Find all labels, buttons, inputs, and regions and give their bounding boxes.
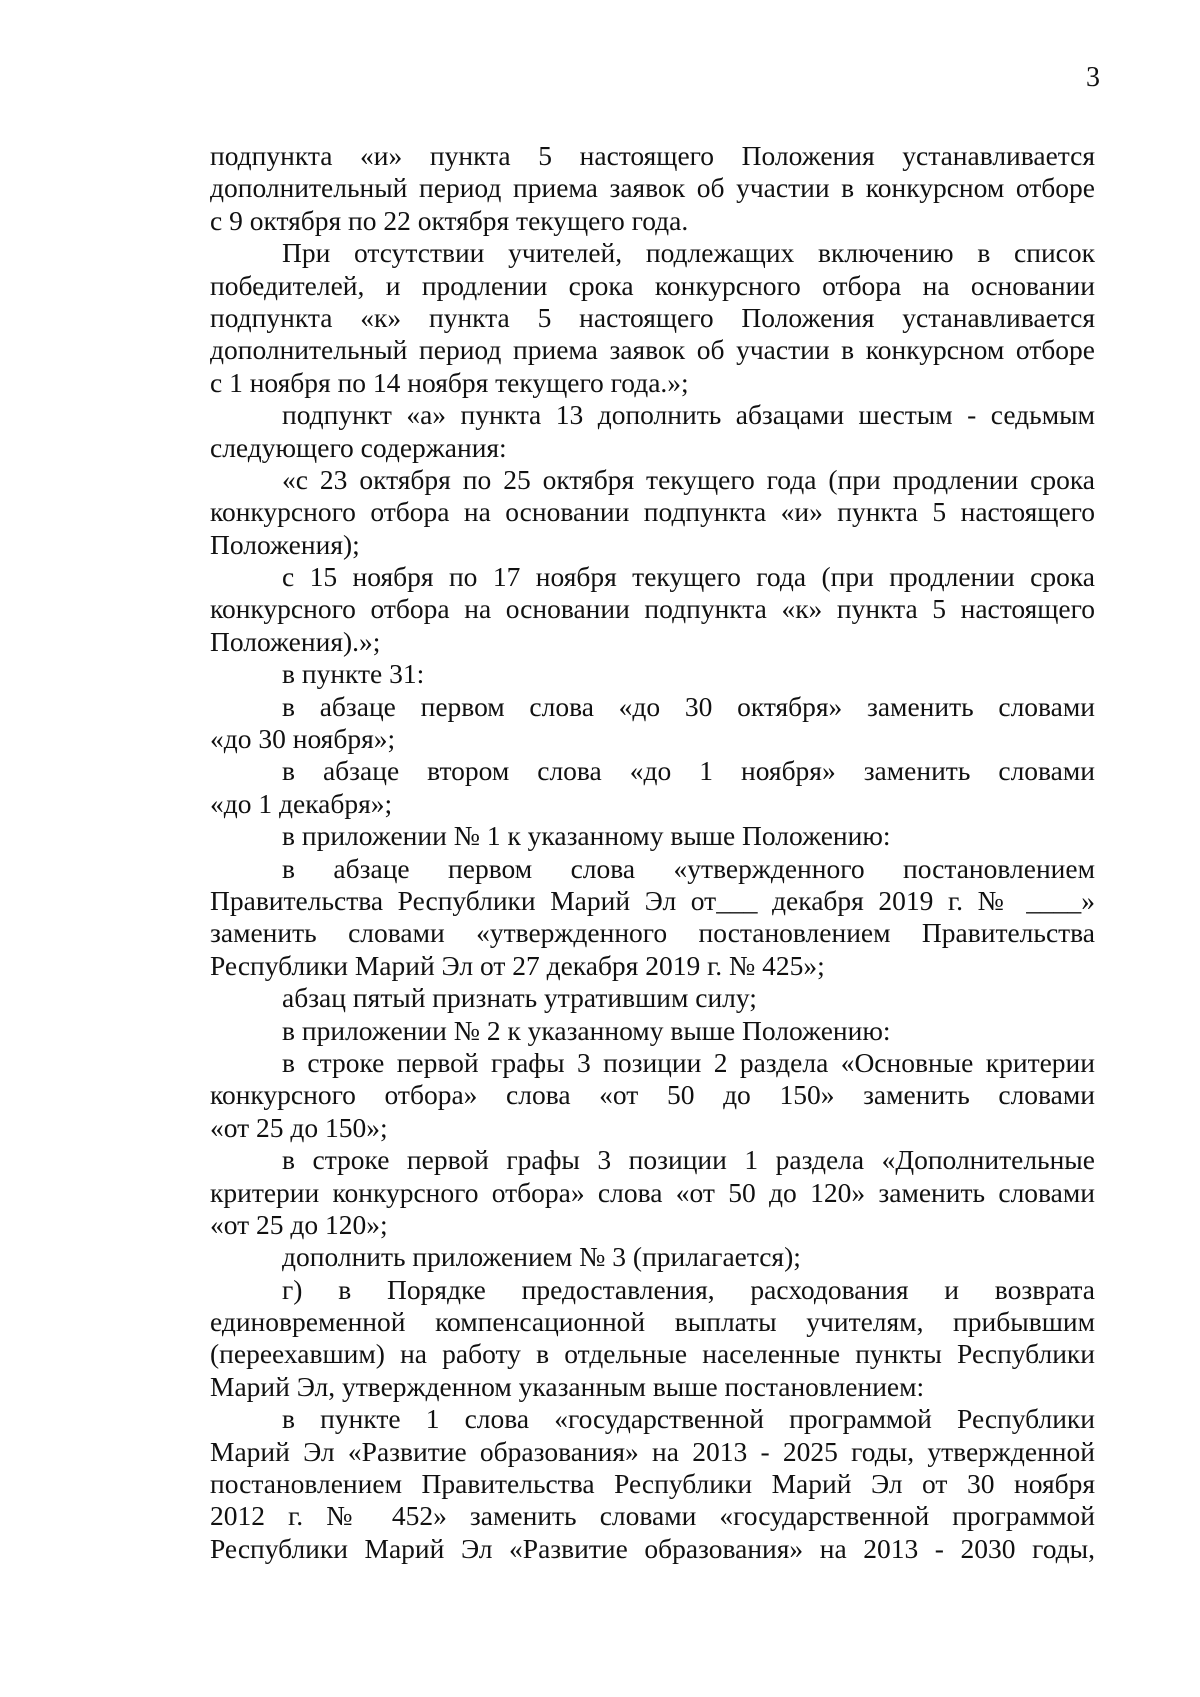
text-line: постановлением Правительства Республики Марий Эл от 30 ноября xyxy=(210,1468,1095,1500)
text-line: «с 23 октября по 25 октября текущего года (при продлении срока xyxy=(282,463,1095,495)
text-line: Республики Марий Эл «Развитие образования» на 2013 - 2030 годы, xyxy=(210,1532,1095,1564)
text-line: «до 30 ноября»; xyxy=(210,723,396,755)
text-line: подпункта «к» пункта 5 настоящего Положения устанавливается xyxy=(210,301,1095,333)
text-line: победителей, и продлении срока конкурсного отбора на основании xyxy=(210,269,1095,301)
text-line: дополнить приложением № 3 (прилагается); xyxy=(282,1241,801,1273)
text-line: с 9 октября по 22 октября текущего года. xyxy=(210,204,689,236)
text-line: единовременной компенсационной выплаты учителям, прибывшим xyxy=(210,1306,1095,1338)
text-line: Положения).»; xyxy=(210,625,381,657)
text-line: заменить словами «утвержденного постановлением Правительства xyxy=(210,917,1095,949)
text-line: в строке первой графы 3 позиции 2 раздела «Основные критерии xyxy=(282,1046,1095,1078)
text-line: г) в Порядке предоставления, расходования и возврата xyxy=(282,1273,1095,1305)
text-line: конкурсного отбора на основании подпункта «и» пункта 5 настоящего xyxy=(210,496,1095,528)
text-line: критерии конкурсного отбора» слова «от 50 до 120» заменить словами xyxy=(210,1176,1095,1208)
text-line: с 1 ноября по 14 ноября текущего года.»; xyxy=(210,366,689,398)
text-line: конкурсного отбора на основании подпункта «к» пункта 5 настоящего xyxy=(210,593,1095,625)
text-line: Республики Марий Эл от 27 декабря 2019 г. № 425»; xyxy=(210,949,825,981)
text-line: подпункт «а» пункта 13 дополнить абзацами шестым - седьмым xyxy=(282,399,1095,431)
text-line: в строке первой графы 3 позиции 1 раздела «Дополнительные xyxy=(282,1144,1095,1176)
text-line: абзац пятый признать утратившим силу; xyxy=(282,982,757,1014)
text-line: дополнительный период приема заявок об участии в конкурсном отборе xyxy=(210,172,1095,204)
text-line: в приложении № 1 к указанному выше Положению: xyxy=(282,820,891,852)
text-line: Марий Эл, утвержденном указанным выше постановлением: xyxy=(210,1370,925,1402)
text-line: конкурсного отбора» слова «от 50 до 150» заменить словами xyxy=(210,1079,1095,1111)
text-line: Правительства Республики Марий Эл от___ декабря 2019 г. № ____» xyxy=(210,884,1095,916)
text-line: в абзаце первом слова «до 30 октября» заменить словами xyxy=(282,690,1095,722)
text-line: в пункте 31: xyxy=(282,658,425,690)
text-line: в абзаце втором слова «до 1 ноября» заменить словами xyxy=(282,755,1095,787)
text-line: следующего содержания: xyxy=(210,431,507,463)
text-line: «от 25 до 150»; xyxy=(210,1111,388,1143)
text-line: в абзаце первом слова «утвержденного постановлением xyxy=(282,852,1095,884)
text-line: дополнительный период приема заявок об участии в конкурсном отборе xyxy=(210,334,1095,366)
text-line: с 15 ноября по 17 ноября текущего года (при продлении срока xyxy=(282,561,1095,593)
page-number: 3 xyxy=(1086,62,1100,93)
document-body xyxy=(210,140,1095,1565)
text-line: «до 1 декабря»; xyxy=(210,787,393,819)
text-line: в приложении № 2 к указанному выше Положению: xyxy=(282,1014,891,1046)
text-line: 2012 г. № 452» заменить словами «государственной программой xyxy=(210,1500,1095,1532)
text-line: Положения); xyxy=(210,528,360,560)
text-line: (переехавшим) на работу в отдельные населенные пункты Республики xyxy=(210,1338,1095,1370)
text-line: Марий Эл «Развитие образования» на 2013 - 2025 годы, утвержденной xyxy=(210,1435,1095,1467)
text-line: в пункте 1 слова «государственной программой Республики xyxy=(282,1403,1095,1435)
text-line: «от 25 до 120»; xyxy=(210,1208,388,1240)
text-line: При отсутствии учителей, подлежащих включению в список xyxy=(282,237,1095,269)
text-line: подпункта «и» пункта 5 настоящего Положения устанавливается xyxy=(210,140,1095,171)
